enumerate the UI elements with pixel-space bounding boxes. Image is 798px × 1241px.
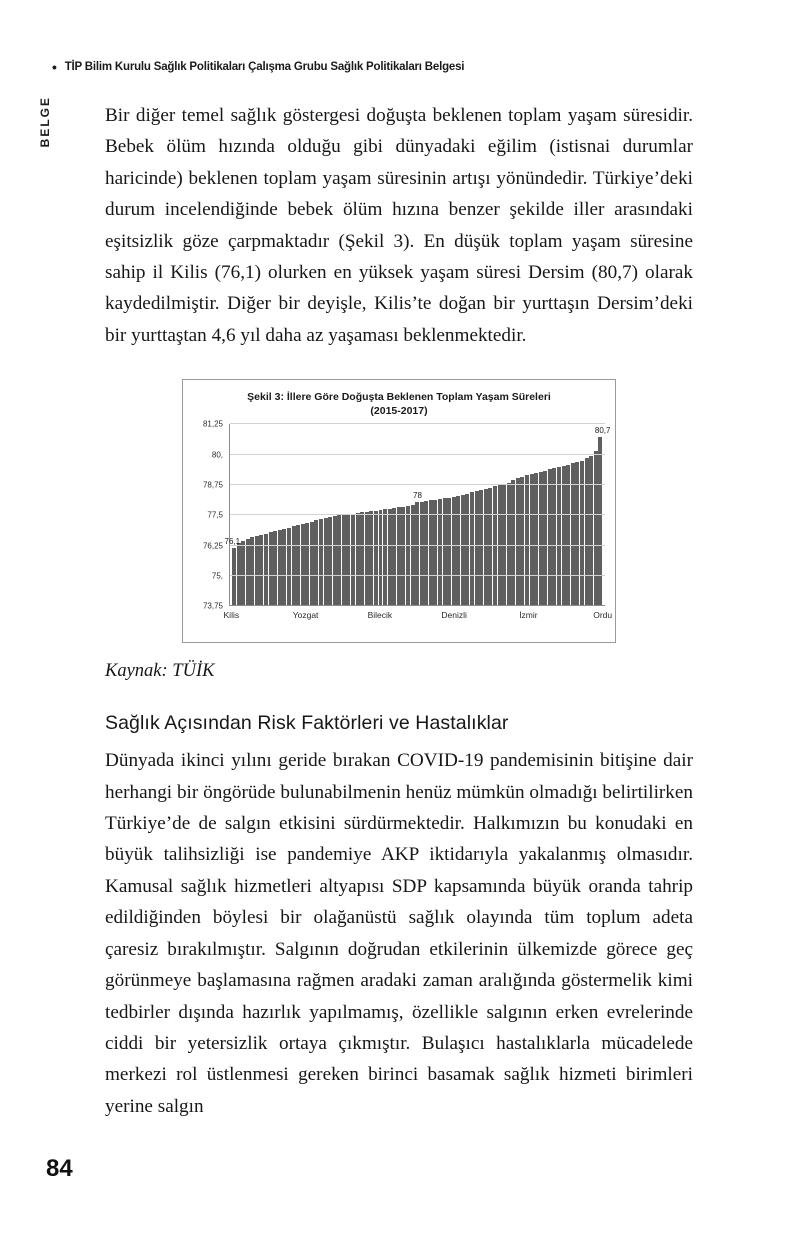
side-tab-label: BELGE <box>38 96 52 148</box>
chart-y-tick: 77,5 <box>207 510 223 520</box>
chart-bar <box>484 489 488 605</box>
chart-bar <box>543 471 547 606</box>
chart-bar <box>324 518 328 605</box>
chart-gridline <box>230 514 605 515</box>
chart-bar <box>580 461 584 605</box>
chart-y-axis <box>193 419 227 611</box>
chart-bar <box>401 507 405 605</box>
chart-bar <box>250 537 254 605</box>
chart-bar <box>406 506 410 605</box>
chart-bar <box>319 519 323 605</box>
chart-bar <box>292 526 296 605</box>
chart-bar <box>429 500 433 605</box>
chart-bar <box>278 530 282 605</box>
chart-bar <box>360 512 364 605</box>
chart-bar <box>566 465 570 606</box>
chart-bar <box>594 451 598 605</box>
chart-x-tick: İzmir <box>519 610 538 621</box>
chart-bar <box>461 495 465 605</box>
chart-x-tick: Denizli <box>441 610 467 621</box>
chart-x-tick: Bilecik <box>367 610 393 621</box>
chart-bar <box>301 524 305 605</box>
chart-bar <box>415 502 419 605</box>
chart-gridline <box>230 545 605 546</box>
chart-bar <box>548 469 552 605</box>
chart-plot-wrap <box>193 419 613 636</box>
chart-bar <box>282 529 286 605</box>
chart-bar <box>539 472 543 605</box>
chart-bar <box>530 474 534 605</box>
chart-x-tick: Ordu <box>593 610 613 621</box>
chart-gridline <box>230 575 605 576</box>
chart-bar <box>374 511 378 606</box>
chart-y-tick: 81,25 <box>202 419 223 429</box>
page-content <box>105 100 693 1122</box>
figure-title-line-1: Şekil 3: İllere Göre Doğuşta Beklenen Toplam Yaşam Süreleri <box>247 391 551 404</box>
chart-bar <box>534 473 538 605</box>
chart-bar <box>465 494 469 606</box>
chart-bar <box>383 509 387 605</box>
chart-y-tick: 75, <box>211 571 223 581</box>
section-title: Sağlık Açısından Risk Faktörleri ve Hastalıklar <box>105 712 509 735</box>
figure-life-expectancy <box>182 379 616 643</box>
chart-bar <box>287 528 291 606</box>
figure-title <box>191 390 607 418</box>
chart-y-tick: 78,75 <box>202 480 223 490</box>
paragraph-1: Bir diğer temel sağlık göstergesi doğuşta beklenen toplam yaşam süresidir. Bebek ölüm hızında olduğu gibi dünyadaki eğilim (istisnai durumlar haricinde) beklenen toplam yaşam süresinin artışı yönündedir. Türkiye’deki durum incelendiğinde bebek ölüm hızına benzer şekilde iller arasındaki eşitsizlik göze çarpmaktadır (Şekil 3). En düşük toplam yaşam süresine sahip il Kilis (76,1) olurken en yüksek yaşam süresi Dersim (80,7) olarak kaydedilmiştir. Diğer bir deyişle, Kilis’te doğan bir yurttaşın Dersim’deki bir yurttaştan 4,6 yıl daha az yaşaması beklenmektedir. <box>105 105 693 346</box>
chart-bar <box>342 515 346 606</box>
chart-data-label: 78 <box>413 491 422 501</box>
chart-bar <box>433 500 437 606</box>
chart-bar <box>296 525 300 605</box>
chart-bar <box>351 514 355 605</box>
chart-bar <box>273 531 277 605</box>
chart-bar <box>493 486 497 605</box>
chart-bar <box>255 536 259 605</box>
chart-bar <box>365 512 369 605</box>
bullet-icon: • <box>52 59 57 75</box>
chart-bar <box>552 468 556 605</box>
chart-x-tick: Yozgat <box>292 610 319 621</box>
chart-y-tick: 76,25 <box>202 541 223 551</box>
chart-bar <box>269 532 273 605</box>
chart-bar <box>232 548 236 605</box>
chart-x-axis <box>223 608 613 626</box>
chart-bar <box>511 480 515 605</box>
running-header-text: TİP Bilim Kurulu Sağlık Politikaları Çalışma Grubu Sağlık Politikaları Belgesi <box>64 61 465 73</box>
page-number: 84 <box>46 1155 73 1182</box>
chart-y-tick: 73,75 <box>202 601 223 611</box>
chart-gridline <box>230 484 605 485</box>
figure-source: Kaynak: TÜİK <box>105 661 215 682</box>
chart-bar <box>585 458 589 605</box>
chart-bar <box>379 510 383 605</box>
chart-bar <box>525 475 529 605</box>
chart-plot-area <box>224 424 611 606</box>
chart-bar <box>305 523 309 606</box>
chart-bar <box>369 511 373 605</box>
chart-bar <box>420 502 424 606</box>
chart-bar <box>589 456 593 605</box>
chart-bar <box>241 541 245 605</box>
chart-bar <box>333 516 337 605</box>
paragraph-2: Dünyada ikinci yılını geride bırakan COVID-19 pandemisinin bitişine dair herhangi bir öngörüde bulunabilmenin henüz mümkün olmadığı belirtilirken Türkiye’de de salgın etkisini sürdürmektedir. Halkımızın bu konudaki en büyük talihsizliği ise pandemiye AKP iktidarıyla yakalanmış olmasıdır. Kamusal sağlık hizmetleri altyapısı SDP kapsamında büyük oranda tahrip edildiğinden böylesi bir olağanüstü sağlık olayında tüm toplum adeta çaresiz bırakılmıştır. Salgının doğrudan etkilerinin ülkemizde görece geç görünmeye başlamasına rağmen aradaki zaman aralığında göstermelik kimi tedbirler dışında hazırlık yapılmamış, özellikle salgının erken evrelerinde ciddi bir yetersizlik ortaya çıkmıştır. Bulaşıcı hastalıklarla mücadelede merkezi rol üstlenmesi gereken birinci basamak sağlık hizmeti birimleri yerine salgın <box>105 750 693 1117</box>
chart-bar <box>488 488 492 606</box>
running-header <box>52 60 738 74</box>
chart-x-tick: Kilis <box>223 610 240 621</box>
chart-bar <box>456 496 460 605</box>
chart-y-tick: 80, <box>211 450 223 460</box>
chart-bar <box>520 477 524 606</box>
chart-bar <box>397 507 401 605</box>
chart-bar <box>424 501 428 605</box>
chart-bar <box>314 520 318 605</box>
chart-bar <box>479 490 483 605</box>
chart-bar <box>388 509 392 605</box>
chart-bar <box>392 508 396 605</box>
chart-gridline <box>230 423 605 424</box>
chart-gridline <box>230 454 605 455</box>
chart-bar <box>356 513 360 605</box>
chart-bar <box>310 522 314 606</box>
chart-bar <box>470 492 474 605</box>
chart-bar <box>598 437 602 606</box>
chart-bar <box>246 539 250 606</box>
chart-bar <box>562 466 566 606</box>
chart-bar <box>346 514 350 605</box>
chart-data-label: 76,1 <box>224 537 241 547</box>
chart-bar <box>557 467 561 605</box>
figure-title-line-2: (2015-2017) <box>370 405 428 418</box>
chart-bar <box>475 491 479 605</box>
chart-bar <box>328 517 332 606</box>
chart-bar <box>337 515 341 605</box>
chart-data-label: 80,7 <box>594 425 611 435</box>
chart-bar <box>411 505 415 606</box>
chart-bar <box>516 478 520 605</box>
